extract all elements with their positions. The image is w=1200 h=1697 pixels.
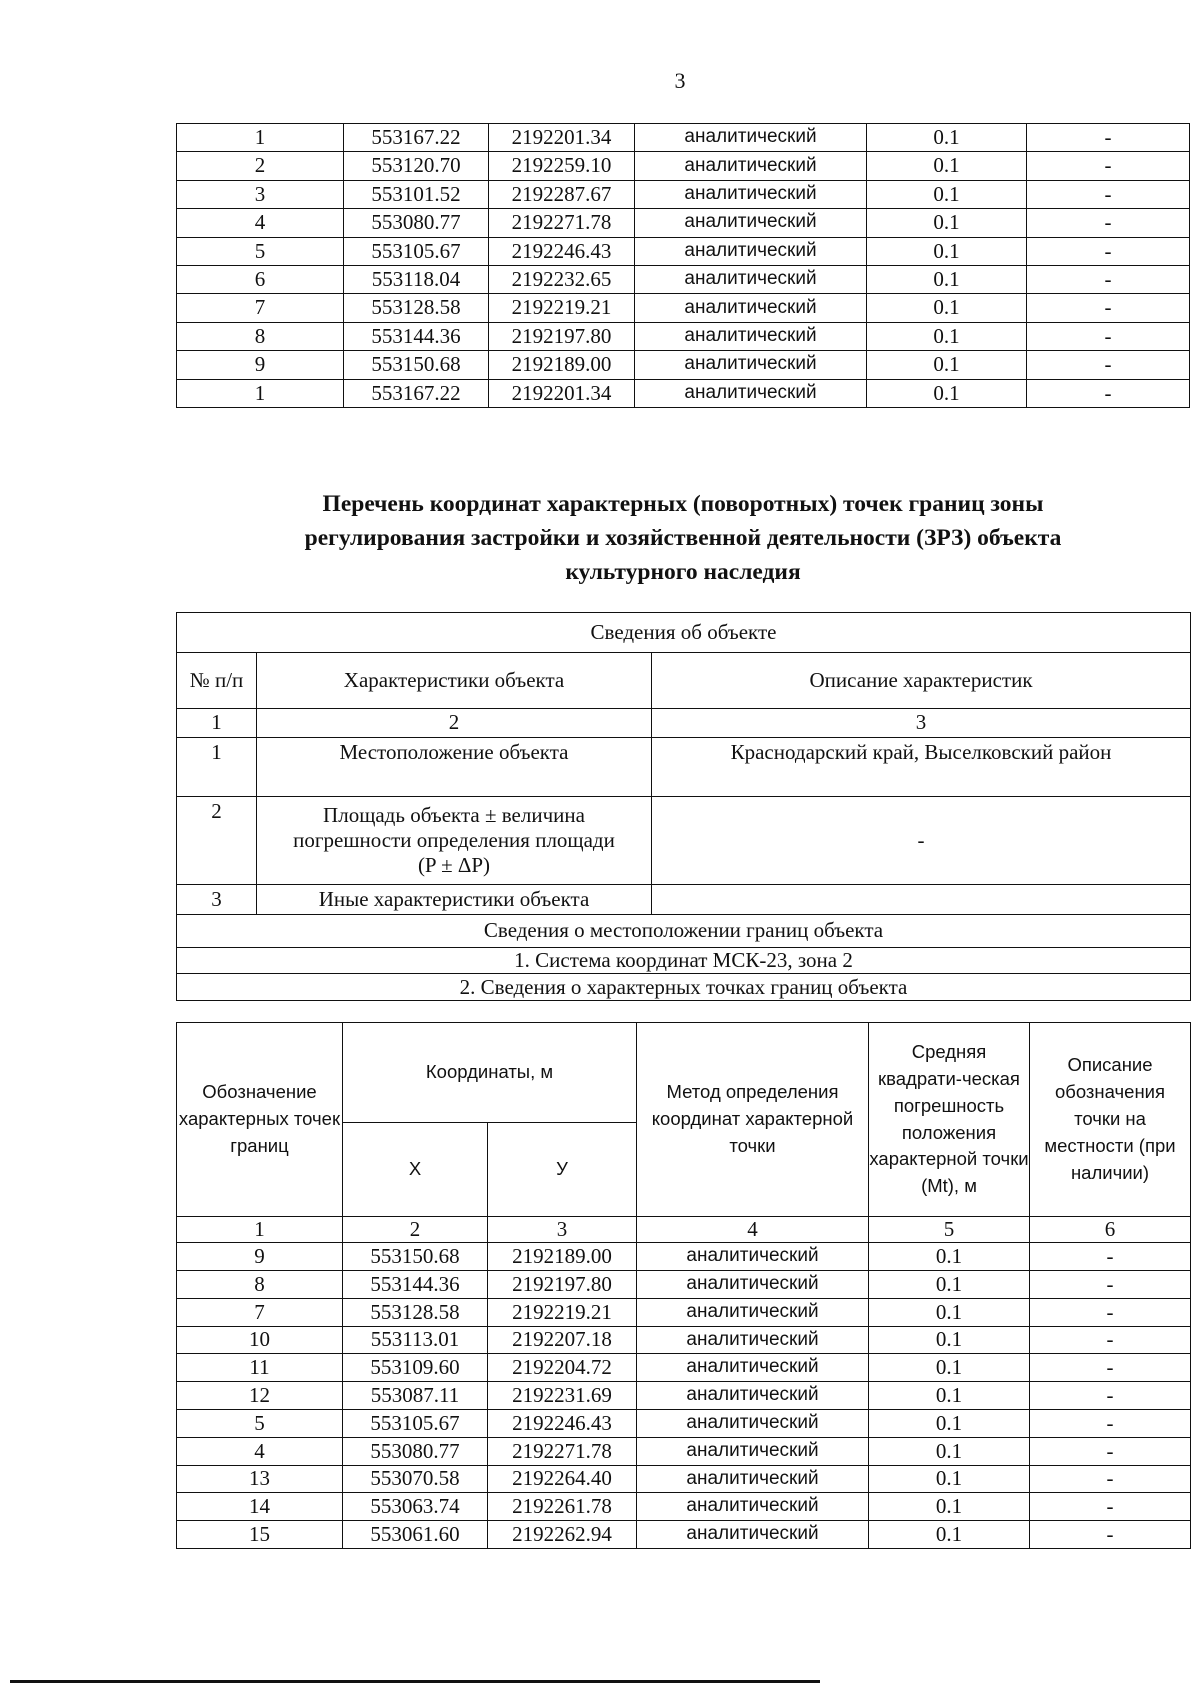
method: аналитический — [635, 379, 867, 407]
coord-system: 1. Система координат МСК-23, зона 2 — [177, 948, 1191, 974]
table-row — [177, 1354, 1191, 1382]
row-num: 2 — [177, 797, 257, 885]
points-caption: 2. Сведения о характерных точках границ объекта — [177, 974, 1191, 1001]
table-row — [177, 1493, 1191, 1521]
table-row — [177, 1521, 1191, 1549]
point-id: 4 — [177, 209, 344, 237]
point-id: 12 — [177, 1382, 343, 1410]
method: аналитический — [635, 237, 867, 265]
error: 0.1 — [869, 1437, 1030, 1465]
error: 0.1 — [869, 1493, 1030, 1521]
method: аналитический — [635, 265, 867, 293]
column-number: 3 — [652, 709, 1191, 738]
table-row — [177, 351, 1190, 379]
section-title-line3: культурного наследия — [565, 559, 801, 585]
error: 0.1 — [867, 379, 1027, 407]
description: - — [1030, 1521, 1191, 1549]
column-number: 5 — [869, 1217, 1030, 1243]
row-name: Иные характеристики объекта — [257, 885, 652, 915]
table-row — [177, 180, 1190, 208]
description: - — [1027, 351, 1190, 379]
row-value: Краснодарский край, Выселковский район — [652, 738, 1191, 797]
description: - — [1030, 1493, 1191, 1521]
method: аналитический — [637, 1437, 869, 1465]
error: 0.1 — [867, 265, 1027, 293]
header-y: У — [488, 1123, 637, 1217]
point-id: 5 — [177, 1409, 343, 1437]
error: 0.1 — [869, 1354, 1030, 1382]
row-name: Площадь объекта ± величина погрешности определения площади (P ± ΔP) — [257, 797, 652, 885]
point-id: 2 — [177, 152, 344, 180]
previous-points-table — [176, 123, 1190, 408]
method: аналитический — [637, 1465, 869, 1493]
method: аналитический — [637, 1298, 869, 1326]
coord-x: 553070.58 — [343, 1465, 488, 1493]
description: - — [1030, 1243, 1191, 1271]
column-number: 2 — [257, 709, 652, 738]
error: 0.1 — [869, 1465, 1030, 1493]
coord-y: 2192246.43 — [488, 1409, 637, 1437]
method: аналитический — [637, 1382, 869, 1410]
table-row — [177, 1465, 1191, 1493]
coord-x: 553150.68 — [344, 351, 489, 379]
description: - — [1027, 152, 1190, 180]
coord-y: 2192262.94 — [488, 1521, 637, 1549]
error: 0.1 — [867, 209, 1027, 237]
table-row — [177, 294, 1190, 322]
error: 0.1 — [869, 1243, 1030, 1271]
description: - — [1027, 379, 1190, 407]
coord-y: 2192201.34 — [489, 379, 635, 407]
header-coordinates: Координаты, м — [343, 1023, 637, 1123]
boundary-caption: Сведения о местоположении границ объекта — [177, 915, 1191, 948]
point-id: 5 — [177, 237, 344, 265]
coord-x: 553144.36 — [343, 1270, 488, 1298]
coord-x: 553080.77 — [344, 209, 489, 237]
object-info-caption: Сведения об объекте — [177, 613, 1191, 653]
description: - — [1027, 237, 1190, 265]
coord-x: 553063.74 — [343, 1493, 488, 1521]
row-value — [652, 885, 1191, 915]
column-number: 3 — [488, 1217, 637, 1243]
column-number: 1 — [177, 709, 257, 738]
coord-y: 2192197.80 — [488, 1270, 637, 1298]
header-point-description: Описание обозначения точки на местности (при наличии) — [1030, 1023, 1191, 1217]
coord-y: 2192264.40 — [488, 1465, 637, 1493]
coord-y: 2192219.21 — [488, 1298, 637, 1326]
coord-y: 2192259.10 — [489, 152, 635, 180]
table-row — [177, 1409, 1191, 1437]
error: 0.1 — [867, 180, 1027, 208]
error: 0.1 — [867, 351, 1027, 379]
point-id: 9 — [177, 351, 344, 379]
header-method: Метод определения координат характерной точки — [637, 1023, 869, 1217]
error: 0.1 — [869, 1326, 1030, 1354]
table-row — [177, 209, 1190, 237]
method: аналитический — [637, 1326, 869, 1354]
section-title-line1: Перечень координат характерных (поворотных) точек границ зоны — [322, 491, 1044, 517]
error: 0.1 — [867, 322, 1027, 350]
description: - — [1027, 180, 1190, 208]
method: аналитический — [635, 124, 867, 152]
table-row — [177, 1270, 1191, 1298]
coord-y: 2192231.69 — [488, 1382, 637, 1410]
coord-y: 2192197.80 — [489, 322, 635, 350]
error: 0.1 — [867, 152, 1027, 180]
error: 0.1 — [867, 294, 1027, 322]
error: 0.1 — [869, 1270, 1030, 1298]
point-id: 11 — [177, 1354, 343, 1382]
object-info-table — [176, 612, 1191, 1001]
section-title — [176, 487, 1190, 589]
coord-y: 2192207.18 — [488, 1326, 637, 1354]
row-value: - — [652, 797, 1191, 885]
description: - — [1030, 1437, 1191, 1465]
description: - — [1027, 294, 1190, 322]
table-row — [177, 1243, 1191, 1271]
point-id: 7 — [177, 294, 344, 322]
method: аналитический — [637, 1354, 869, 1382]
coord-x: 553101.52 — [344, 180, 489, 208]
coord-y: 2192261.78 — [488, 1493, 637, 1521]
coord-x: 553167.22 — [344, 379, 489, 407]
coord-x: 553105.67 — [344, 237, 489, 265]
table-row — [177, 1326, 1191, 1354]
coord-y: 2192189.00 — [488, 1243, 637, 1271]
column-number: 4 — [637, 1217, 869, 1243]
method: аналитический — [635, 322, 867, 350]
method: аналитический — [637, 1521, 869, 1549]
coord-y: 2192287.67 — [489, 180, 635, 208]
header-designation: Обозначение характерных точек границ — [177, 1023, 343, 1217]
coord-x: 553113.01 — [343, 1326, 488, 1354]
description: - — [1027, 209, 1190, 237]
coord-x: 553105.67 — [343, 1409, 488, 1437]
coord-x: 553120.70 — [344, 152, 489, 180]
method: аналитический — [637, 1270, 869, 1298]
point-id: 1 — [177, 379, 344, 407]
coord-y: 2192271.78 — [489, 209, 635, 237]
coord-x: 553128.58 — [344, 294, 489, 322]
method: аналитический — [635, 294, 867, 322]
table-row — [177, 322, 1190, 350]
header-num: № п/п — [177, 653, 257, 709]
description: - — [1030, 1298, 1191, 1326]
point-id: 7 — [177, 1298, 343, 1326]
description: - — [1030, 1382, 1191, 1410]
coord-y: 2192232.65 — [489, 265, 635, 293]
table-row — [177, 152, 1190, 180]
coord-y: 2192271.78 — [488, 1437, 637, 1465]
description: - — [1030, 1326, 1191, 1354]
point-id: 8 — [177, 322, 344, 350]
coord-y: 2192219.21 — [489, 294, 635, 322]
coord-x: 553144.36 — [344, 322, 489, 350]
table-row — [177, 265, 1190, 293]
method: аналитический — [635, 152, 867, 180]
error: 0.1 — [869, 1298, 1030, 1326]
method: аналитический — [637, 1243, 869, 1271]
coord-y: 2192189.00 — [489, 351, 635, 379]
point-id: 3 — [177, 180, 344, 208]
coord-x: 553118.04 — [344, 265, 489, 293]
table-row — [177, 1437, 1191, 1465]
column-number: 1 — [177, 1217, 343, 1243]
coord-y: 2192246.43 — [489, 237, 635, 265]
row-num: 1 — [177, 738, 257, 797]
error: 0.1 — [869, 1382, 1030, 1410]
point-id: 1 — [177, 124, 344, 152]
point-id: 4 — [177, 1437, 343, 1465]
error: 0.1 — [869, 1521, 1030, 1549]
header-characteristics: Характеристики объекта — [257, 653, 652, 709]
point-id: 9 — [177, 1243, 343, 1271]
column-number: 6 — [1030, 1217, 1191, 1243]
coord-y: 2192204.72 — [488, 1354, 637, 1382]
row-name: Местоположение объекта — [257, 738, 652, 797]
description: - — [1030, 1409, 1191, 1437]
page-number: 3 — [674, 68, 686, 93]
coord-x: 553128.58 — [343, 1298, 488, 1326]
method: аналитический — [635, 351, 867, 379]
error: 0.1 — [867, 124, 1027, 152]
header-x: X — [343, 1123, 488, 1217]
error: 0.1 — [867, 237, 1027, 265]
description: - — [1027, 265, 1190, 293]
point-id: 15 — [177, 1521, 343, 1549]
footer-rule — [10, 1680, 820, 1683]
point-id: 14 — [177, 1493, 343, 1521]
boundary-points-table — [176, 1022, 1191, 1549]
coord-x: 553061.60 — [343, 1521, 488, 1549]
method: аналитический — [635, 209, 867, 237]
method: аналитический — [637, 1493, 869, 1521]
coord-y: 2192201.34 — [489, 124, 635, 152]
coord-x: 553109.60 — [343, 1354, 488, 1382]
table-row — [177, 379, 1190, 407]
table-row — [177, 124, 1190, 152]
coord-x: 553080.77 — [343, 1437, 488, 1465]
point-id: 10 — [177, 1326, 343, 1354]
header-error: Средняя квадрати-ческая погрешность положения характерной точки (Mt), м — [869, 1023, 1030, 1217]
table-row — [177, 237, 1190, 265]
table-row — [177, 1382, 1191, 1410]
coord-x: 553150.68 — [343, 1243, 488, 1271]
row-num: 3 — [177, 885, 257, 915]
description: - — [1030, 1465, 1191, 1493]
header-description: Описание характеристик — [652, 653, 1191, 709]
point-id: 6 — [177, 265, 344, 293]
description: - — [1027, 124, 1190, 152]
method: аналитический — [635, 180, 867, 208]
description: - — [1030, 1354, 1191, 1382]
section-title-line2: регулирования застройки и хозяйственной деятельности (ЗРЗ) объекта — [304, 525, 1062, 551]
error: 0.1 — [869, 1409, 1030, 1437]
column-number: 2 — [343, 1217, 488, 1243]
coord-x: 553167.22 — [344, 124, 489, 152]
coord-x: 553087.11 — [343, 1382, 488, 1410]
description: - — [1027, 322, 1190, 350]
point-id: 13 — [177, 1465, 343, 1493]
table-row — [177, 1298, 1191, 1326]
method: аналитический — [637, 1409, 869, 1437]
description: - — [1030, 1270, 1191, 1298]
point-id: 8 — [177, 1270, 343, 1298]
